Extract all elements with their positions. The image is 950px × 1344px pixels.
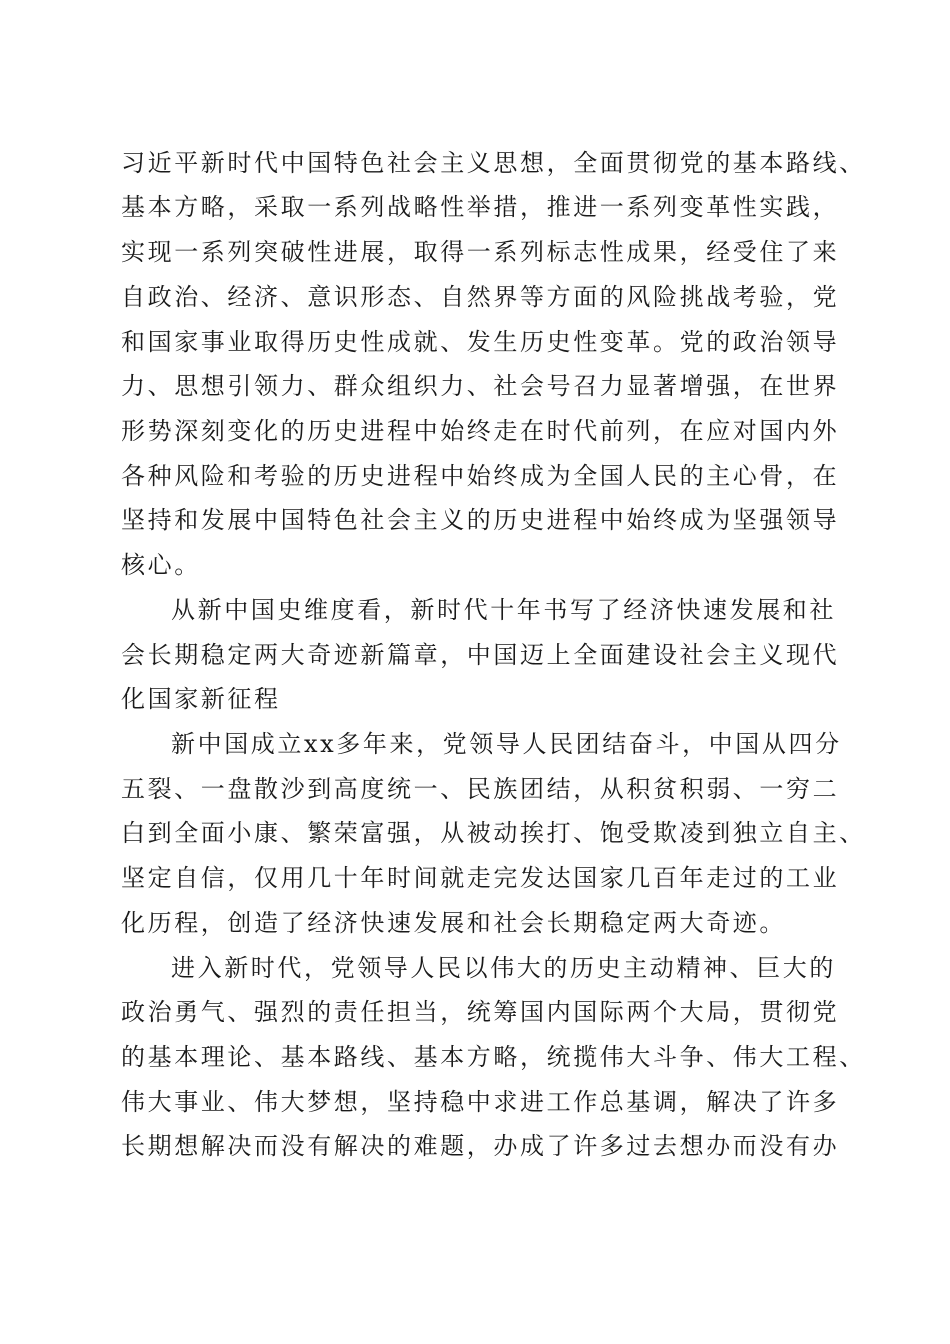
text-line: 化历程，创造了经济快速发展和社会长期稳定两大奇迹。 (121, 909, 786, 937)
text-line: 和国家事业取得历史性成就、发生历史性变革。党的政治领导 (121, 328, 840, 356)
text-line: 政治勇气、强烈的责任担当，统筹国内国际两个大局，贯彻党 (121, 998, 840, 1026)
text-line: 实现一系列突破性进展，取得一系列标志性成果，经受住了来 (121, 238, 840, 266)
text-line: 形势深刻变化的历史进程中始终走在时代前列，在应对国内外 (121, 417, 840, 445)
text-line: 习近平新时代中国特色社会主义思想，全面贯彻党的基本路线、 (121, 149, 866, 177)
text-line: 从新中国史维度看，新时代十年书写了经济快速发展和社 (171, 596, 836, 624)
text-line: 化国家新征程 (121, 685, 281, 713)
text-line: 坚定自信，仅用几十年时间就走完发达国家几百年走过的工业 (121, 864, 840, 892)
text-line: 长期想解决而没有解决的难题，办成了许多过去想办而没有办 (121, 1132, 840, 1160)
text-line: 坚持和发展中国特色社会主义的历史进程中始终成为坚强领导 (121, 506, 840, 534)
text-line: 的基本理论、基本路线、基本方略，统揽伟大斗争、伟大工程、 (121, 1043, 866, 1071)
text-line: 会长期稳定两大奇迹新篇章，中国迈上全面建设社会主义现代 (121, 641, 840, 669)
text-line: 伟大事业、伟大梦想，坚持稳中求进工作总基调，解决了许多 (121, 1088, 840, 1116)
text-line: 白到全面小康、繁荣富强，从被动挨打、饱受欺凌到独立自主、 (121, 819, 866, 847)
text-line: 进入新时代，党领导人民以伟大的历史主动精神、巨大的 (171, 954, 836, 982)
text-line: 力、思想引领力、群众组织力、社会号召力显著增强，在世界 (121, 372, 840, 400)
text-line: 基本方略，采取一系列战略性举措，推进一系列变革性实践， (121, 193, 840, 221)
text-line: 各种风险和考验的历史进程中始终成为全国人民的主心骨，在 (121, 462, 840, 490)
text-line: 五裂、一盘散沙到高度统一、民族团结，从积贫积弱、一穷二 (121, 775, 840, 803)
text-line: 自政治、经济、意识形态、自然界等方面的风险挑战考验，党 (121, 283, 840, 311)
text-line: 新中国成立xx多年来，党领导人民团结奋斗，中国从四分 (171, 730, 842, 758)
text-line: 核心。 (121, 551, 201, 579)
